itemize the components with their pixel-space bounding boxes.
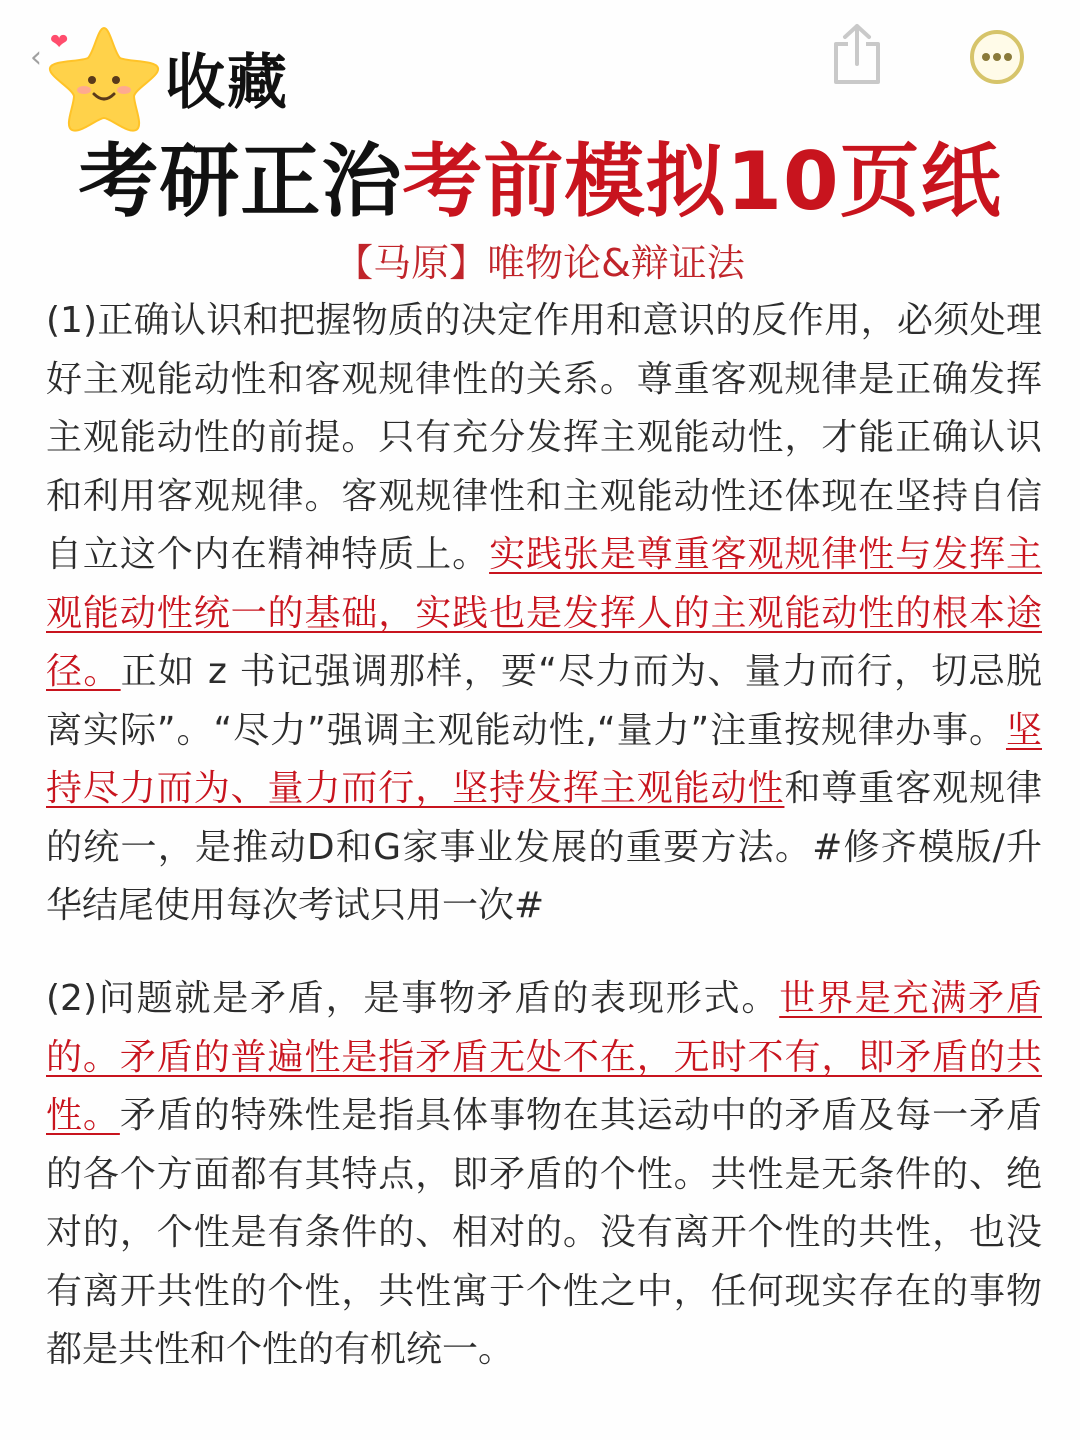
section-subtitle: 【马原】唯物论&辩证法 [335, 241, 745, 285]
paragraph-1-highlight-b: 坚持尽力而为、量力而行，坚持发挥主观能动性 [46, 709, 1042, 809]
paragraph-1 [46, 292, 1042, 936]
paragraph-2-highlight-a: 世界是充满矛盾的。矛盾的普遍性是指矛盾无处不在，无时不有，即矛盾的共性。 [46, 978, 1042, 1136]
paragraph-1-text-c: 和尊重客观规律的统一，是推动D和G家事业发展的重要方法。#修齐模版/升华结尾使用每次考试只用一次# [46, 768, 1042, 926]
page-title [0, 132, 1080, 232]
paragraph-1-text-a: (1)正确认识和把握物质的决定作用和意识的反作用，必须处理好主观能动性和客观规律性的关系。尊重客观规律是正确发挥主观能动性的前提。只有充分发挥主观能动性，才能正确认识和利用客观规律。客观规律性和主观能动性还体现在坚持自信自立这个内在精神特质上。 [46, 300, 1042, 575]
top-bar [0, 0, 1080, 130]
chevron-left-icon[interactable]: ‹ [30, 40, 42, 75]
share-icon[interactable] [828, 22, 886, 86]
title-part-red: 考前模拟10页纸 [402, 135, 1002, 228]
collect-label: 收藏 [165, 48, 289, 118]
paragraph-1-text-b: 正如 z 书记强调那样，要“尽力而为、量力而行，切忌脱离实际”。“尽力”强调主观能动性,“量力”注重按规律办事。 [46, 651, 1042, 751]
heart-icon: ❤ [50, 30, 69, 55]
paragraph-2 [46, 970, 1042, 1380]
paragraph-2-text-b: 矛盾的特殊性是指具体事物在其运动中的矛盾及每一矛盾的各个方面都有其特点，即矛盾的个性。共性是无条件的、绝对的，个性是有条件的、相对的。没有离开个性的共性，也没有离开共性的个性，共性寓于个性之中，任何现实存在的事物都是共性和个性的有机统一。 [46, 1095, 1042, 1370]
title-part-black: 考研正治 [78, 135, 403, 228]
paragraph-2-text-a: (2)问题就是矛盾，是事物矛盾的表现形式。 [46, 978, 780, 1019]
paragraph-1-highlight-a: 实践张是尊重客观规律性与发挥主观能动性统一的基础，实践也是发挥人的主观能动性的根本途径。 [46, 534, 1042, 692]
more-dots-icon[interactable] [968, 28, 1026, 86]
